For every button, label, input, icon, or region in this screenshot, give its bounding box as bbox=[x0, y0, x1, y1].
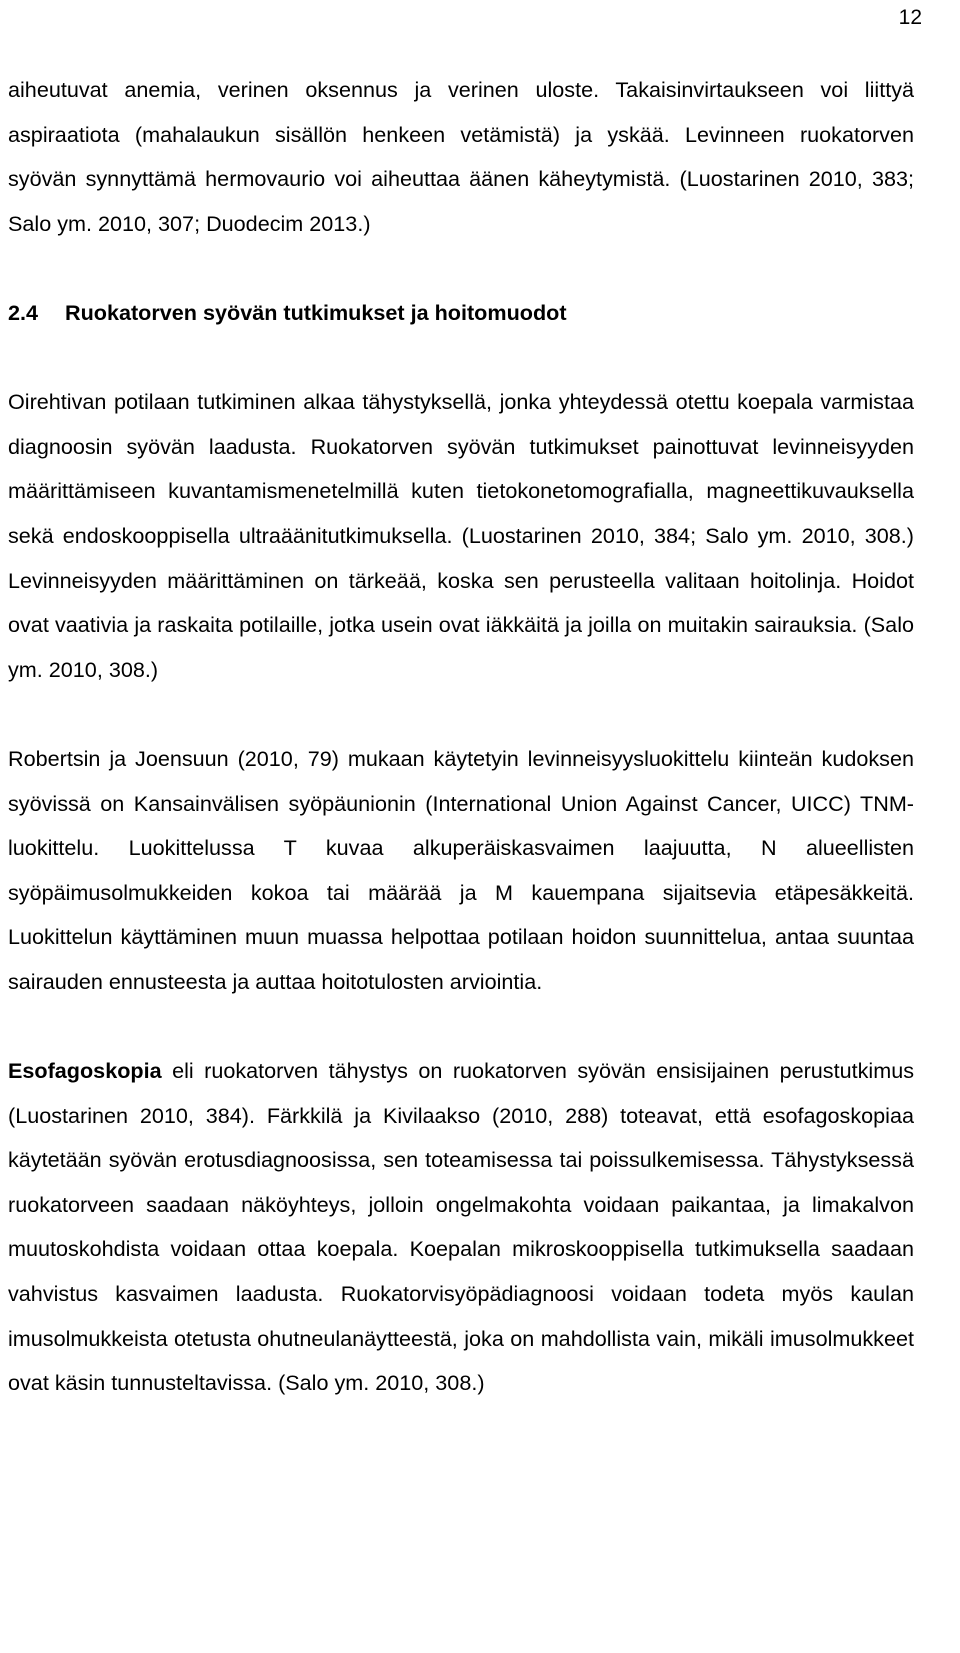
page-number: 12 bbox=[898, 6, 922, 29]
paragraph-spacer bbox=[8, 246, 914, 291]
paragraph-symptoms-continued: aiheutuvat anemia, verinen oksennus ja verinen uloste. Takaisinvirtaukseen voi liittyä aspiraatiota (mahalaukun sisällön henkeen vetämistä) ja yskää. Levinneen ruokatorven syövän synnyttämä hermovaurio voi aiheuttaa äänen käheytymistä. (Luostarinen 2010, 383; Salo ym. 2010, 307; Duodecim 2013.) bbox=[8, 77, 914, 236]
paragraph-spacer bbox=[8, 336, 914, 381]
page-content bbox=[8, 68, 914, 1406]
paragraph-examinations: Oirehtivan potilaan tutkiminen alkaa tähystyksellä, jonka yhteydessä otettu koepala varmistaa diagnoosin syövän laadusta. Ruokatorven syövän tutkimukset painottuvat levinneisyyden määrittämiseen kuvantamismenetelmillä kuten tietokonetomografialla, magneettikuvauksella sekä endoskooppisella ultraäänitutkimuksella. (Luostarinen 2010, 384; Salo ym. 2010, 308.) Levinneisyyden määrittäminen on tärkeää, koska sen perusteella valitaan hoitolinja. Hoidot ovat vaativia ja raskaita potilaille, jotka usein ovat iäkkäitä ja joilla on muitakin sairauksia. (Salo ym. 2010, 308.) bbox=[8, 389, 914, 682]
paragraph-spacer bbox=[8, 692, 914, 737]
paragraph-tnm-classification: Robertsin ja Joensuun (2010, 79) mukaan käytetyin levinneisyysluokittelu kiinteän kudoksen syövissä on Kansainvälisen syöpäunionin (International Union Against Cancer, UICC) TNM-luokittelu. Luokittelussa T kuvaa alkuperäiskasvaimen laajuutta, N alueellisten syöpäimusolmukkeiden kokoa tai määrää ja M kauempana sijaitsevia etäpesäkkeitä. Luokittelun käyttäminen muun muassa helpottaa potilaan hoidon suunnittelua, antaa suuntaa sairauden ennusteesta ja auttaa hoitotulosten arviointia. bbox=[8, 745, 914, 994]
section-title: Ruokatorven syövän tutkimukset ja hoitomuodot bbox=[65, 299, 567, 325]
paragraph-esophagoscopy bbox=[8, 1049, 914, 1406]
paragraph-spacer bbox=[8, 1004, 914, 1049]
paragraph-esophagoscopy-text: eli ruokatorven tähystys on ruokatorven syövän ensisijainen perustutkimus (Luostarinen 2010, 384). Färkkilä ja Kivilaakso (2010, 288) toteavat, että esofagoskopiaa käytetään syövän erotusdiagnoosissa, sen toteamisessa tai poissulkemisessa. Tähystyksessä ruokatorveen saadaan näköyhteys, jolloin ongelmakohta voidaan paikantaa, ja limakalvon muutoskohdista voidaan ottaa koepala. Koepalan mikroskooppisella tutkimuksella saadaan vahvistus kasvaimen laadusta. Ruokatorvisyöpädiagnoosi voidaan todeta myös kaulan imusolmukkeista otetusta ohutneulanäytteestä, joka on mahdollista vain, mikäli imusolmukkeet ovat käsin tunnusteltavissa. (Salo ym. 2010, 308.) bbox=[8, 1058, 914, 1396]
term-esofagoskopia: Esofagoskopia bbox=[8, 1058, 162, 1084]
section-number: 2.4 bbox=[8, 299, 39, 325]
section-heading bbox=[8, 291, 914, 336]
